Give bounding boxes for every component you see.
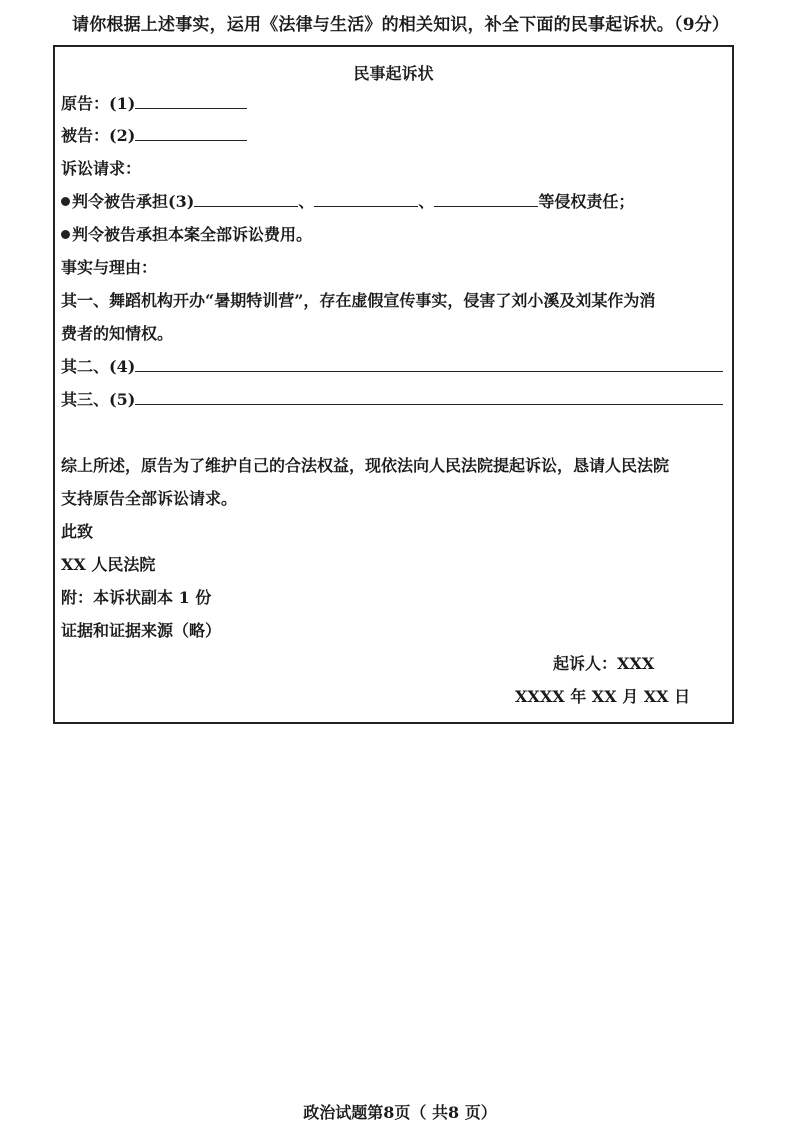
bullet-icon — [61, 230, 70, 239]
fact-1-line-1: 其一、舞蹈机构开办“暑期特训营”，存在虚假宣传事实，侵害了刘小溪及刘某作为消 — [61, 291, 656, 310]
signer: 起诉人：XXX — [553, 654, 655, 673]
fact-2-line — [61, 354, 723, 377]
plaintiff-label: 原告：(1) — [61, 94, 136, 113]
court-name: XX 人民法院 — [61, 555, 156, 574]
claim-blank-3[interactable] — [434, 192, 538, 207]
claim-blank-2[interactable] — [314, 192, 418, 207]
fact-2-label: 其二、(4) — [61, 357, 136, 376]
attachment-note: 附：本诉状副本 1 份 — [61, 588, 212, 607]
plaintiff-line — [61, 91, 247, 114]
salutation: 此致 — [61, 522, 94, 541]
form-title: 民事起诉状 — [353, 64, 434, 83]
fact-3-blank[interactable] — [135, 390, 723, 405]
fact-3-line — [61, 387, 723, 410]
claim-1-prefix: 判令被告承担(3) — [72, 192, 195, 211]
plaintiff-blank[interactable] — [135, 94, 247, 109]
conclusion-line-2: 支持原告全部诉讼请求。 — [61, 489, 238, 508]
claim-2-text: 判令被告承担本案全部诉讼费用。 — [72, 225, 313, 244]
fact-3-label: 其三、(5) — [61, 390, 136, 409]
fact-1-line-2: 费者的知情权。 — [61, 324, 174, 343]
filing-date: XXXX 年 XX 月 XX 日 — [515, 687, 691, 706]
claim-separator-1: 、 — [298, 192, 315, 211]
civil-complaint-form — [53, 45, 734, 724]
claim-1-suffix: 等侵权责任； — [538, 192, 635, 211]
facts-heading: 事实与理由： — [61, 258, 158, 277]
defendant-line — [61, 123, 247, 146]
page-footer: 政治试题第8页（ 共8 页） — [303, 1103, 497, 1122]
fact-2-blank[interactable] — [135, 357, 723, 372]
question-instruction: 请你根据上述事实，运用《法律与生活》的相关知识，补全下面的民事起诉状。（9分） — [72, 15, 730, 35]
evidence-note: 证据和证据来源（略） — [61, 621, 222, 640]
claim-blank-1[interactable] — [194, 192, 298, 207]
defendant-blank[interactable] — [135, 126, 247, 141]
defendant-label: 被告：(2) — [61, 126, 136, 145]
claims-heading: 诉讼请求： — [61, 159, 142, 178]
conclusion-line-1: 综上所述，原告为了维护自己的合法权益，现依法向人民法院提起诉讼，恳请人民法院 — [61, 456, 670, 475]
bullet-icon — [61, 197, 70, 206]
claim-1-line — [61, 189, 634, 212]
claim-separator-2: 、 — [418, 192, 435, 211]
claim-2-line — [61, 222, 312, 245]
